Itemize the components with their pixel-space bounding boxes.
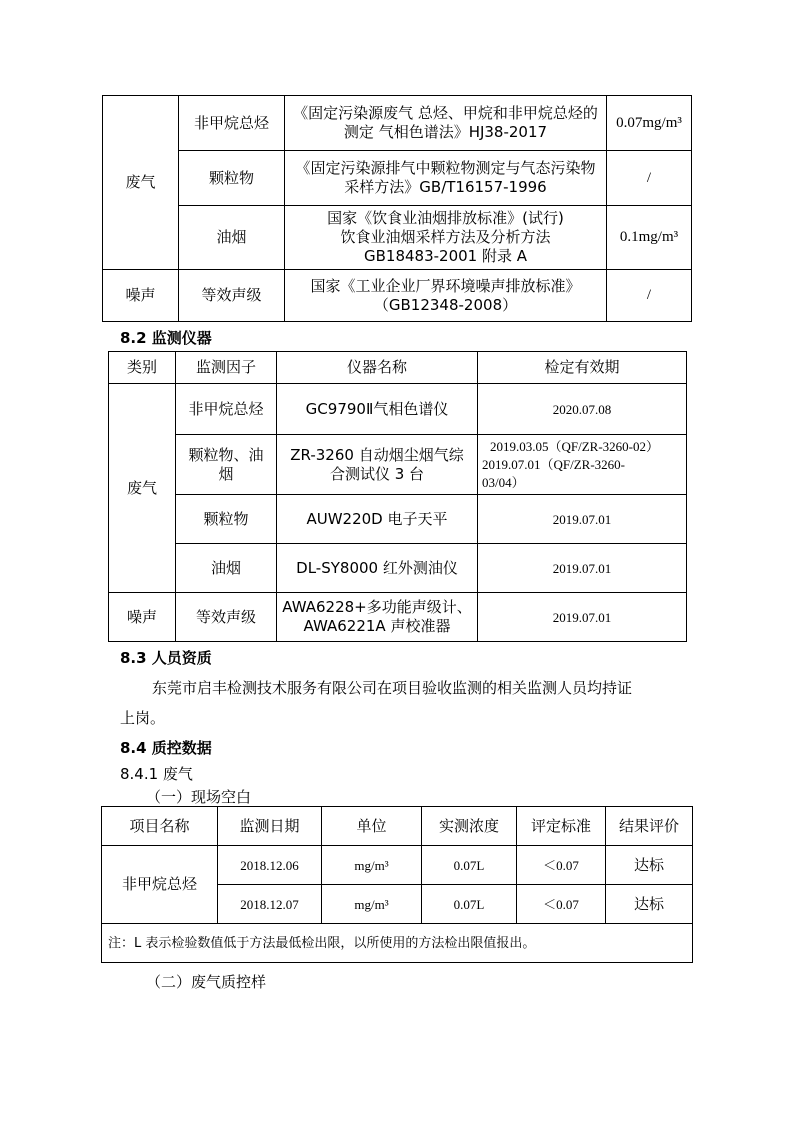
instrument-line: AWA6221A 声校准器 bbox=[303, 617, 451, 635]
instrument-cell bbox=[277, 435, 478, 495]
method-line: （GB12348-2008） bbox=[373, 295, 518, 314]
limit-cell: / bbox=[607, 151, 692, 206]
validity-line: 2019.03.05（QF/ZR-3260-02） bbox=[490, 438, 660, 454]
validity-cell bbox=[478, 435, 687, 495]
header-cell: 实测浓度 bbox=[422, 807, 517, 846]
standards-table bbox=[102, 95, 692, 322]
header-cell: 仪器名称 bbox=[277, 352, 478, 384]
qc-blank-table bbox=[101, 806, 693, 963]
method-line: 国家《饮食业油烟排放标准》(试行) bbox=[327, 209, 564, 227]
paragraph-line: 东莞市启丰检测技术服务有限公司在项目验收监测的相关监测人员均持证 bbox=[152, 679, 633, 697]
validity-line: 2019.07.01（QF/ZR-3260- bbox=[482, 456, 626, 472]
method-line: 饮食业油烟采样方法及分析方法 bbox=[340, 228, 551, 246]
instrument-cell: GC9790Ⅱ气相色谱仪 bbox=[277, 384, 478, 435]
header-cell: 监测因子 bbox=[176, 352, 277, 384]
header-cell: 项目名称 bbox=[102, 807, 218, 846]
header-cell: 单位 bbox=[322, 807, 422, 846]
limit-cell: 0.07mg/m³ bbox=[607, 96, 692, 151]
validity-cell: 2019.07.01 bbox=[478, 544, 687, 593]
sub-heading-qc-sample: （二）废气质控样 bbox=[146, 973, 267, 991]
category-cell: 噪声 bbox=[103, 270, 179, 322]
factor-cell: 油烟 bbox=[176, 544, 277, 593]
header-cell: 类别 bbox=[109, 352, 176, 384]
factor-cell: 颗粒物 bbox=[179, 151, 285, 206]
result-cell: 达标 bbox=[606, 846, 693, 885]
category-cell: 废气 bbox=[109, 384, 176, 593]
limit-cell: 0.1mg/m³ bbox=[607, 206, 692, 270]
instrument-line: ZR-3260 自动烟尘烟气综 bbox=[290, 445, 464, 464]
instrument-cell bbox=[277, 593, 478, 642]
date-cell: 2018.12.07 bbox=[218, 885, 322, 924]
unit-cell: mg/m³ bbox=[322, 846, 422, 885]
method-line: GB18483-2001 附录 A bbox=[363, 247, 527, 265]
item-cell: 非甲烷总烃 bbox=[102, 846, 218, 924]
table-note: 注：L 表示检验数值低于方法最低检出限，以所使用的方法检出限值报出。 bbox=[102, 924, 693, 963]
sub-heading-blank: （一）现场空白 bbox=[146, 788, 252, 806]
factor-cell bbox=[176, 435, 277, 495]
unit-cell: mg/m³ bbox=[322, 885, 422, 924]
value-cell: 0.07L bbox=[422, 885, 517, 924]
validity-line: 03/04） bbox=[482, 474, 525, 490]
instrument-cell: AUW220D 电子天平 bbox=[277, 495, 478, 544]
validity-cell: 2019.07.01 bbox=[478, 593, 687, 642]
factor-cell: 非甲烷总烃 bbox=[179, 96, 285, 151]
method-cell: 《固定污染源排气中颗粒物测定与气态污染物采样方法》GB/T16157-1996 bbox=[285, 151, 607, 206]
header-cell: 结果评价 bbox=[606, 807, 693, 846]
section-heading-8-3: 8.3 人员资质 bbox=[120, 649, 212, 667]
result-cell: 达标 bbox=[606, 885, 693, 924]
date-cell: 2018.12.06 bbox=[218, 846, 322, 885]
paragraph-line: 上岗。 bbox=[120, 709, 166, 727]
section-heading-8-2: 8.2 监测仪器 bbox=[120, 329, 212, 347]
validity-cell: 2019.07.01 bbox=[478, 495, 687, 544]
instrument-line: AWA6228+多功能声级计、 bbox=[282, 598, 472, 616]
factor-line: 烟 bbox=[218, 464, 234, 483]
header-cell: 评定标准 bbox=[517, 807, 606, 846]
subsection-heading-8-4-1: 8.4.1 废气 bbox=[120, 765, 193, 783]
factor-cell: 等效声级 bbox=[179, 270, 285, 322]
limit-cell: / bbox=[607, 270, 692, 322]
factor-cell: 颗粒物 bbox=[176, 495, 277, 544]
factor-cell: 非甲烷总烃 bbox=[176, 384, 277, 435]
method-cell bbox=[285, 270, 607, 322]
category-cell: 废气 bbox=[103, 96, 179, 270]
validity-cell: 2020.07.08 bbox=[478, 384, 687, 435]
header-cell: 检定有效期 bbox=[478, 352, 687, 384]
standard-cell: ＜0.07 bbox=[517, 846, 606, 885]
header-cell: 监测日期 bbox=[218, 807, 322, 846]
value-cell: 0.07L bbox=[422, 846, 517, 885]
category-cell: 噪声 bbox=[109, 593, 176, 642]
factor-cell: 等效声级 bbox=[176, 593, 277, 642]
instrument-table bbox=[108, 351, 687, 642]
standard-cell: ＜0.07 bbox=[517, 885, 606, 924]
instrument-cell: DL-SY8000 红外测油仪 bbox=[277, 544, 478, 593]
factor-line: 颗粒物、油 bbox=[188, 445, 264, 464]
section-heading-8-4: 8.4 质控数据 bbox=[120, 739, 212, 757]
factor-cell: 油烟 bbox=[179, 206, 285, 270]
method-line: 国家《工业企业厂界环境噪声排放标准》 bbox=[310, 276, 581, 295]
instrument-line: 合测试仪 3 台 bbox=[329, 464, 425, 483]
method-cell bbox=[285, 206, 607, 270]
method-cell: 《固定污染源废气 总烃、甲烷和非甲烷总烃的测定 气相色谱法》HJ38-2017 bbox=[285, 96, 607, 151]
